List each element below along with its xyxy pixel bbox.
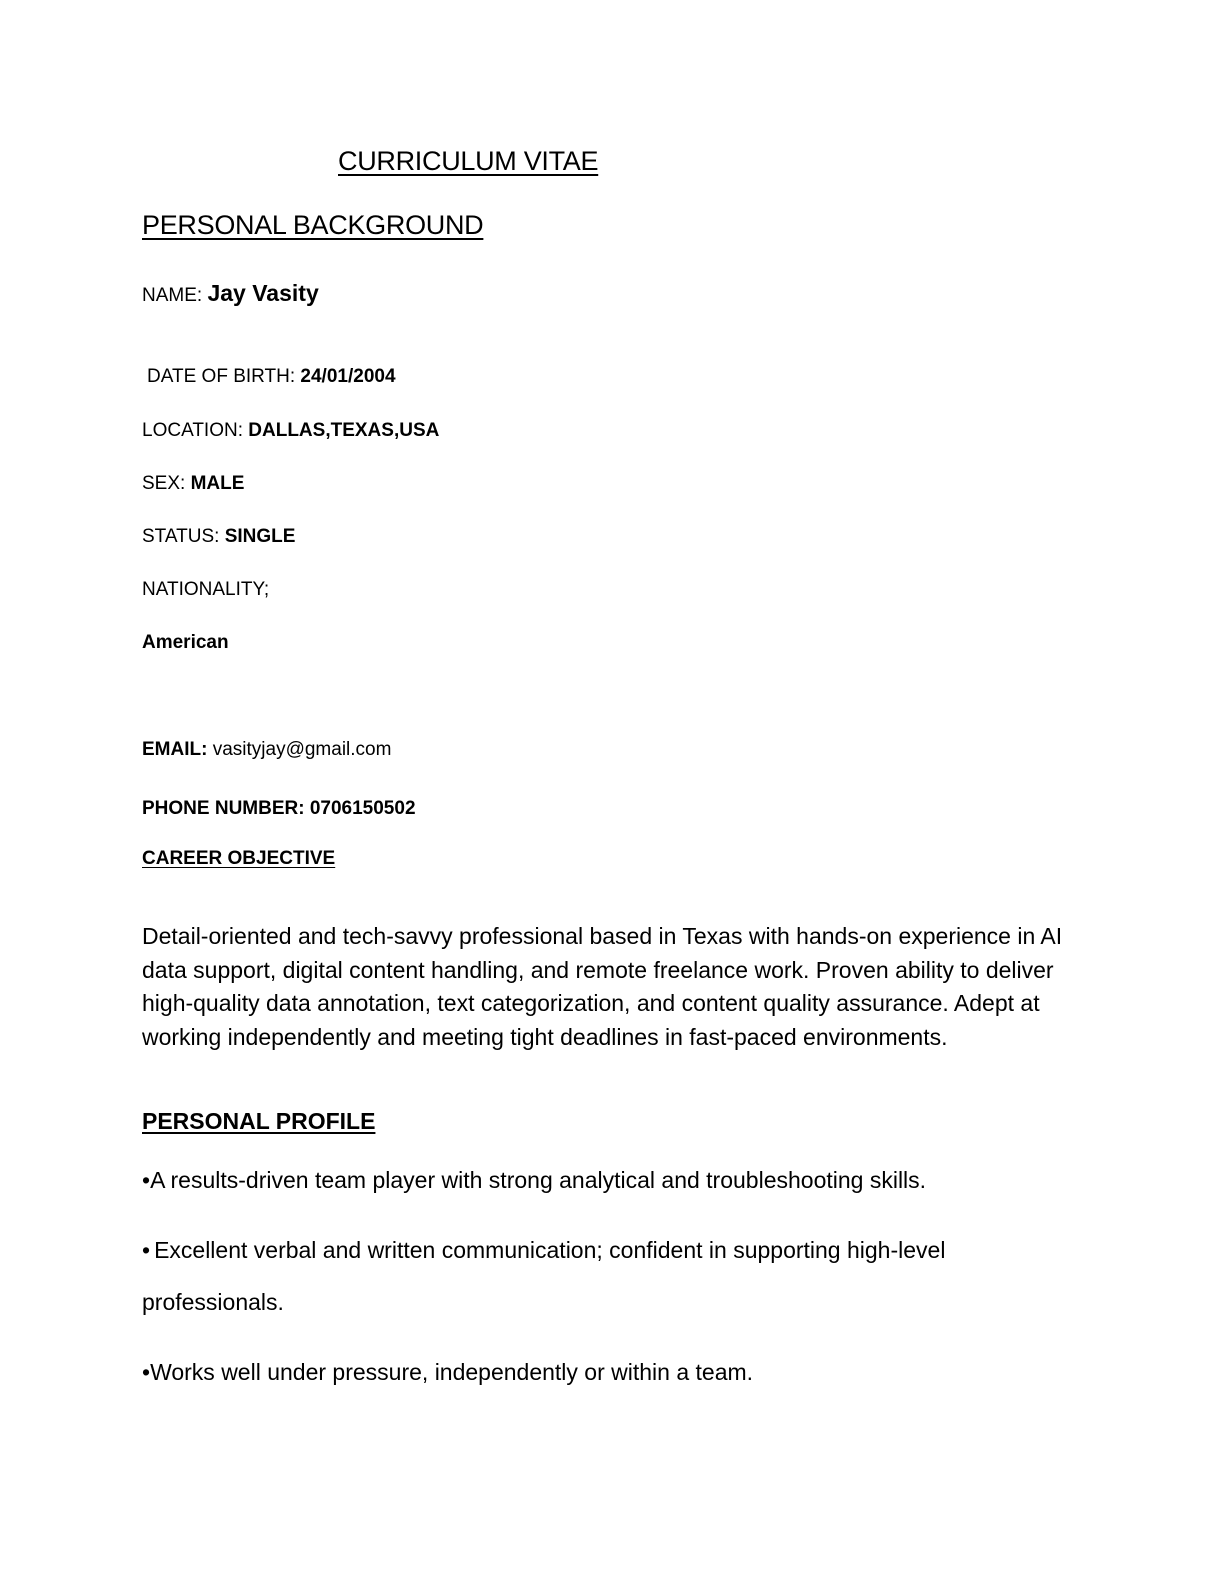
location-value: DALLAS,TEXAS,USA [248, 420, 440, 441]
career-objective-text: Detail-oriented and tech-savvy professional based in Texas with hands-on experience in AI data support, digital content handling, and remote freelance work. Proven ability to deliver high-quality data annotation, text categorization, and content quality assurance. Adept at working independently and meeting tight deadlines in fast-paced environments. [142, 923, 1063, 1050]
document-title: CURRICULUM VITAE [338, 146, 599, 176]
list-item [142, 1167, 926, 1194]
phone-field [142, 798, 416, 820]
sex-label: SEX: [142, 473, 186, 494]
status-label: STATUS: [142, 526, 220, 547]
bullet-icon: • [142, 1359, 151, 1385]
dob-value: 24/01/2004 [300, 366, 396, 387]
list-item [142, 1359, 753, 1386]
name-field [142, 280, 319, 307]
list-item-text: A results-driven team player with strong analytical and troubleshooting skills. [150, 1167, 927, 1193]
name-label: NAME: [142, 285, 203, 306]
email-field [142, 739, 391, 761]
career-objective-heading: CAREER OBJECTIVE [142, 848, 336, 869]
nationality-label: NATIONALITY; [142, 579, 270, 600]
dob-field [147, 366, 396, 388]
email-value[interactable]: vasityjay@gmail.com [212, 739, 392, 760]
list-item [142, 1237, 945, 1264]
phone-value: 0706150502 [309, 798, 416, 819]
nationality-value: American [142, 632, 229, 653]
name-value: Jay Vasity [207, 280, 319, 306]
list-item-continuation: professionals. [142, 1289, 284, 1315]
status-field [142, 526, 295, 548]
personal-profile-heading: PERSONAL PROFILE [142, 1108, 376, 1134]
location-label: LOCATION: [142, 420, 243, 441]
bullet-icon: • [142, 1237, 151, 1263]
email-label: EMAIL: [142, 739, 208, 760]
list-item-text: Excellent verbal and written communication; confident in supporting high-level [154, 1237, 946, 1263]
personal-background-heading: PERSONAL BACKGROUND [142, 210, 484, 240]
bullet-icon: • [142, 1167, 151, 1193]
dob-label: DATE OF BIRTH: [147, 366, 296, 387]
phone-label: PHONE NUMBER: [142, 798, 305, 819]
sex-field [142, 473, 244, 495]
status-value: SINGLE [224, 526, 296, 547]
list-item-text: Works well under pressure, independently or within a team. [150, 1359, 754, 1385]
location-field [142, 420, 439, 442]
sex-value: MALE [190, 473, 245, 494]
